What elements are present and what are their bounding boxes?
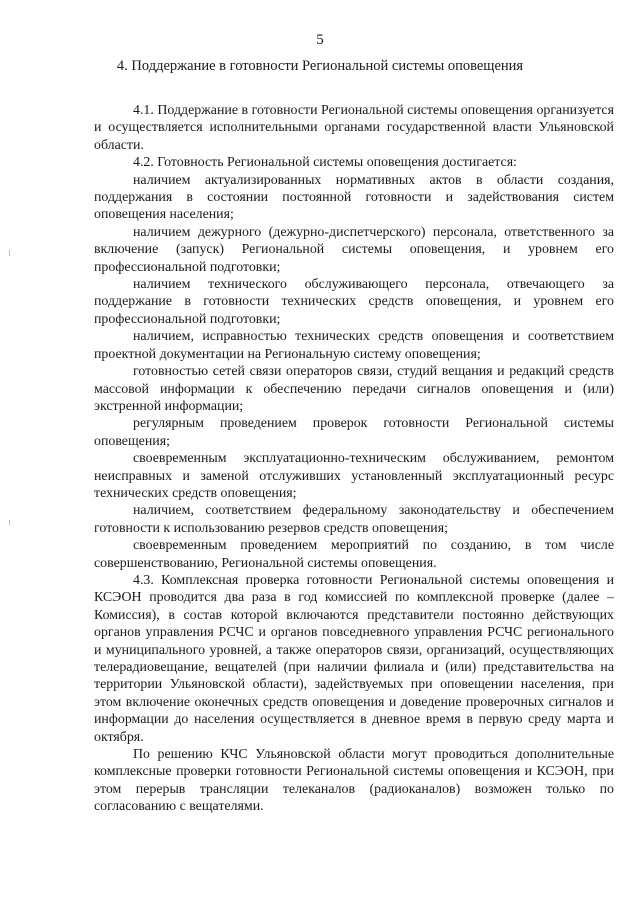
list-item: наличием технического обслуживающего персонала, отвечающего за поддержание в готовности технических средств оповещения, и уровнем его профессиональной подготовки; xyxy=(94,277,614,327)
page-number: 5 xyxy=(316,32,324,48)
list-item: наличием, соответствием федеральному законодательству и обеспечением готовности к использованию резервов средств оповещения; xyxy=(94,503,614,536)
list-item: наличием дежурного (дежурно-диспетчерского) персонала, ответственного за включение (запуск) Региональной системы оповещения, и уровнем его профессиональной подготовки; xyxy=(94,224,614,275)
paragraph-4-3: 4.3. Комплексная проверка готовности Региональной системы оповещения и КСЭОН проводится два раза в год комиссией по комплексной проверке (далее – Комиссия), в состав которой включаются представители постоянно действующих органов управления РСЧС и органов повседневного управления РСЧС регионального и муниципального уровней, а также операторов связи, организаций, осуществляющих телерадиовещание, вещателей (при наличии филиала и (или) представительства на территории Ульяновской области), задействуемых при оповещении населения, при этом включение оконечных средств оповещения и доведение проверочных сигналов и информации до населения осуществляется в дневное время в первую среду марта и октября. xyxy=(94,572,614,745)
paragraph-4-2: 4.2. Готовность Региональной системы оповещения достигается: xyxy=(133,155,517,171)
list-item: своевременным проведением мероприятий по созданию, в том числе совершенствованию, Региональной системы оповещения. xyxy=(94,538,614,571)
list-item: регулярным проведением проверок готовности Региональной системы оповещения; xyxy=(94,416,614,449)
document-body xyxy=(94,92,614,816)
paragraph-4-1: 4.1. Поддержание в готовности Региональной системы оповещения организуется и осуществляется исполнительными органами государственной власти Ульяновской области. xyxy=(94,103,614,153)
list-item: своевременным эксплуатационно-техническим обслуживанием, ремонтом неисправных и заменой отслуживших установленный эксплуатационный ресурс технических средств оповещения; xyxy=(94,451,614,501)
section-title: 4. Поддержание в готовности Региональной системы оповещения xyxy=(116,58,524,74)
paragraph-kchs-decision: По решению КЧС Ульяновской области могут проводиться дополнительные комплексные проверки готовности Региональной системы оповещения и КСЭОН, при этом перерыв трансляции телеканалов (радиоканалов) возможен только по согласованию с вещателями. xyxy=(94,747,614,815)
list-item: готовностью сетей связи операторов связи, студий вещания и редакций средств массовой информации к обеспечению передачи сигналов оповещения и (или) экстренной информации; xyxy=(94,364,614,414)
scan-edge-mark xyxy=(9,250,10,256)
list-item: наличием, исправностью технических средств оповещения и соответствием проектной документации на Региональную систему оповещения; xyxy=(94,329,614,362)
list-item: наличием актуализированных нормативных актов в области создания, поддержания в состоянии постоянной готовности и задействования систем оповещения населения; xyxy=(94,172,614,223)
scan-edge-mark xyxy=(9,520,10,525)
